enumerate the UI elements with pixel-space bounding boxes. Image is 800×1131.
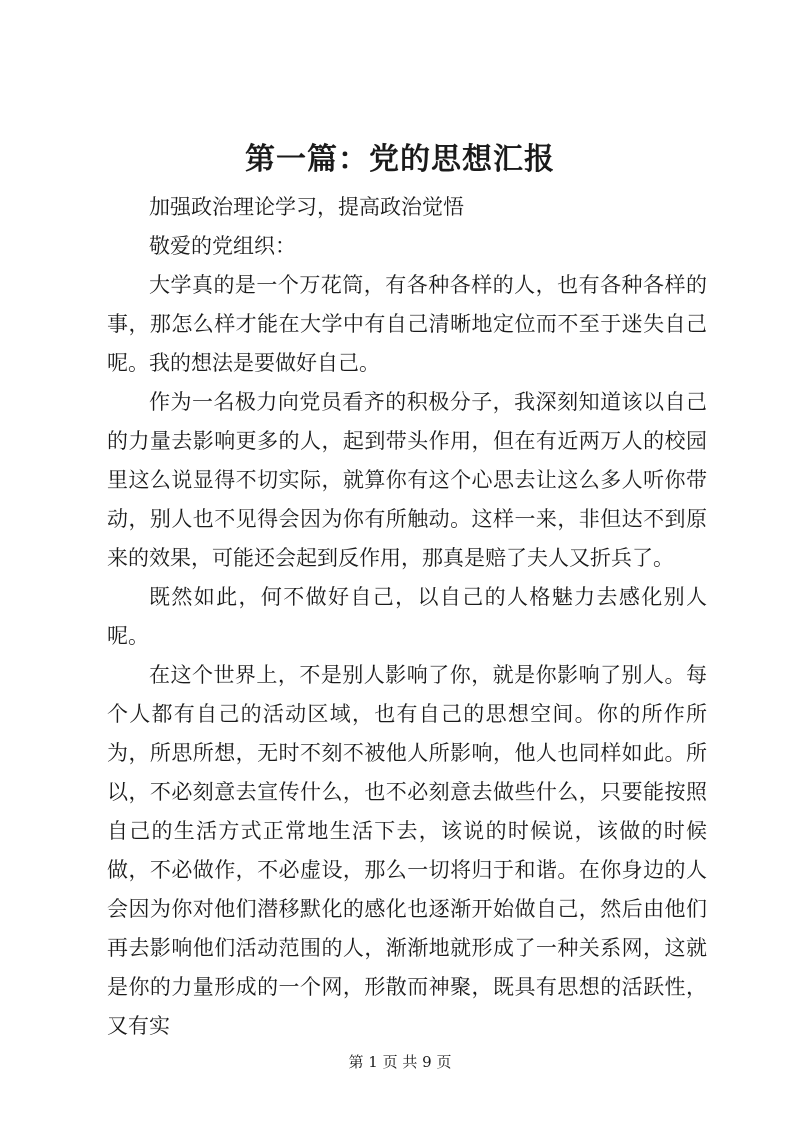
paragraph: 大学真的是一个万花筒，有各种各样的人，也有各种各样的事，那怎么样才能在大学中有自己清晰地定位而不至于迷失自己呢。我的想法是要做好自己。	[107, 273, 707, 375]
paragraph-salutation: 敬爱的党组织：	[149, 234, 296, 258]
paragraph: 在这个世界上，不是别人影响了你，就是你影响了别人。每个人都有自己的活动区域，也有自己的思想空间。你的所作所为，所思所想，无时不刻不被他人所影响，他人也同样如此。所以，不必刻意去宣传什么，也不必刻意去做些什么，只要能按照自己的生活方式正常地生活下去，该说的时候说，该做的时候做，不必做作，不必虚设，那么一切将归于和谐。在你身边的人会因为你对他们潜移默化的感化也逐渐开始做自己，然后由他们再去影响他们活动范围的人，渐渐地就形成了一种关系网，这就是你的力量形成的一个网，形散而神聚，既具有思想的活跃性，又有实	[107, 663, 707, 1038]
document-title: 第一篇：党的思想汇报	[245, 142, 555, 177]
paragraph: 作为一名极力向党员看齐的积极分子，我深刻知道该以自己的力量去影响更多的人，起到带头作用，但在有近两万人的校园里这么说显得不切实际，就算你有这个心思去让这么多人听你带动，别人也不见得会因为你有所触动。这样一来，非但达不到原来的效果，可能还会起到反作用，那真是赔了夫人又折兵了。	[107, 390, 707, 570]
document-body	[107, 188, 707, 1046]
paragraph: 既然如此，何不做好自己，以自己的人格魅力去感化别人呢。	[107, 585, 707, 648]
page-number-footer: 第 1 页 共 9 页	[348, 1053, 452, 1071]
paragraph-subtitle: 加强政治理论学习，提高政治觉悟	[149, 195, 464, 219]
